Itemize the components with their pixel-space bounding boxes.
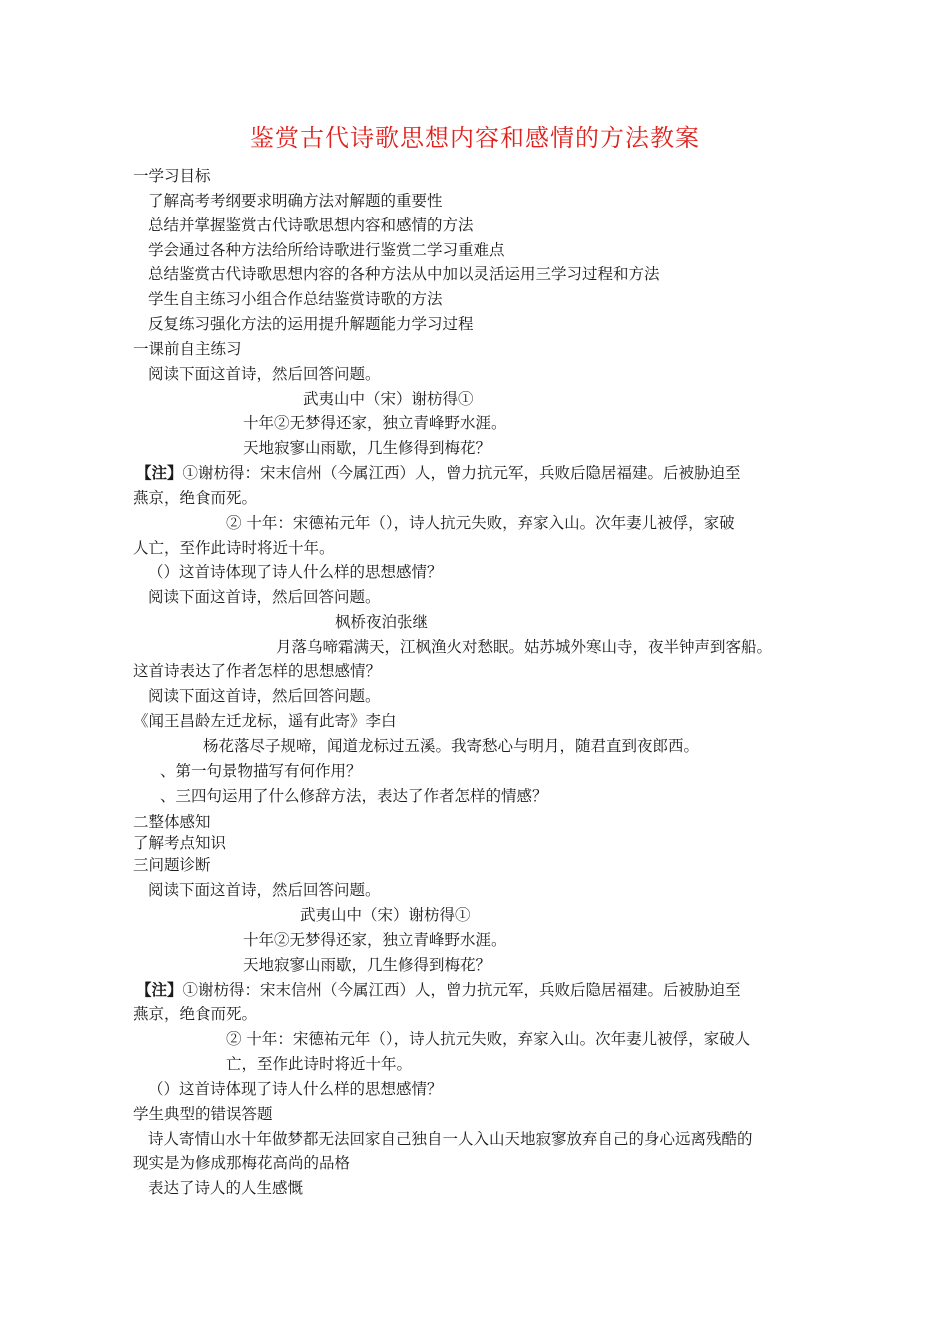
- poem1-note-1: [136, 463, 741, 483]
- poem3-verse-1: 杨花落尽子规啼，闻道龙标过五溪。我寄愁心与明月，随君直到夜郎西。: [203, 737, 700, 755]
- objective-4: 总结鉴赏古代诗歌思想内容的各种方法从中加以灵活运用三学习过程和方法: [148, 265, 660, 283]
- poem2-intro: 阅读下面这首诗，然后回答问题。: [148, 588, 381, 606]
- poem4-intro: 阅读下面这首诗，然后回答问题。: [148, 881, 381, 899]
- error-answer-1-cont: 现实是为修成那梅花高尚的品格: [133, 1154, 351, 1172]
- note-tag: 【注】: [136, 463, 183, 482]
- poem3-question-1: 、第一句景物描写有何作用？: [160, 762, 362, 780]
- poem4-title: 武夷山中（宋）谢枋得①: [300, 906, 471, 924]
- note-text: ①谢枋得：宋末信州（今属江西）人，曾力抗元军，兵败后隐居福建。后被胁迫至: [182, 464, 741, 482]
- error-answer-2: 表达了诗人的人生感慨: [148, 1179, 304, 1197]
- section-heading-preclass: 一课前自主练习: [133, 340, 242, 358]
- poem2-verse-1: 月落乌啼霜满天，江枫渔火对愁眠。姑苏城外寒山寺，夜半钟声到客船。: [276, 638, 773, 656]
- document-title: 鉴赏古代诗歌思想内容和感情的方法教案: [250, 124, 700, 152]
- section-heading-diagnosis: 三问题诊断: [133, 856, 211, 874]
- poem1-note-2-cont: 人亡，至作此诗时将近十年。: [133, 539, 335, 557]
- poem1-note-2: ② 十年：宋德祐元年（），诗人抗元失败，弃家入山。次年妻儿被俘，家破: [226, 514, 735, 532]
- poem4-note-2-cont: 亡，至作此诗时将近十年。: [226, 1055, 413, 1073]
- objective-1: 了解高考考纲要求明确方法对解题的重要性: [148, 192, 443, 210]
- poem1-note-1-cont: 燕京，绝食而死。: [133, 489, 258, 507]
- poem1-question: （）这首诗体现了诗人什么样的思想感情？: [148, 563, 443, 581]
- poem3-question-2: 、三四句运用了什么修辞方法，表达了作者怎样的情感？: [160, 787, 548, 805]
- poem2-title: 枫桥夜泊张继: [335, 613, 429, 631]
- poem3-title: 《闻王昌龄左迁龙标，遥有此寄》李白: [133, 712, 397, 730]
- objective-2: 总结并掌握鉴赏古代诗歌思想内容和感情的方法: [148, 216, 474, 234]
- poem4-verse-1: 十年②无梦得还家，独立青峰野水涯。: [243, 931, 507, 949]
- objective-5: 学生自主练习小组合作总结鉴赏诗歌的方法: [148, 290, 443, 308]
- objective-6: 反复练习强化方法的运用提升解题能力学习过程: [148, 315, 474, 333]
- objective-3: 学会通过各种方法给所给诗歌进行鉴赏二学习重难点: [148, 241, 505, 259]
- poem1-intro: 阅读下面这首诗，然后回答问题。: [148, 365, 381, 383]
- poem4-note-1-cont: 燕京，绝食而死。: [133, 1005, 258, 1023]
- poem1-verse-2: 天地寂寥山雨歇，几生修得到梅花？: [243, 439, 492, 457]
- poem4-note-2: ② 十年：宋德祐元年（），诗人抗元失败，弃家入山。次年妻儿被俘，家破人: [226, 1030, 751, 1048]
- poem1-title: 武夷山中（宋）谢枋得①: [303, 390, 474, 408]
- note-text: ①谢枋得：宋末信州（今属江西）人，曾力抗元军，兵败后隐居福建。后被胁迫至: [182, 981, 741, 999]
- note-tag: 【注】: [136, 980, 183, 999]
- poem1-verse-1: 十年②无梦得还家，独立青峰野水涯。: [243, 414, 507, 432]
- section-heading-overview: 二整体感知: [133, 813, 211, 831]
- section-heading-errors: 学生典型的错误答题: [133, 1105, 273, 1123]
- poem4-verse-2: 天地寂寥山雨歇，几生修得到梅花？: [243, 956, 492, 974]
- overview-line: 了解考点知识: [133, 834, 227, 852]
- error-answer-1: 诗人寄情山水十年做梦都无法回家自己独自一人入山天地寂寥放弃自己的身心远离残酷的: [148, 1130, 753, 1148]
- poem4-question: （）这首诗体现了诗人什么样的思想感情？: [148, 1080, 443, 1098]
- poem3-intro: 阅读下面这首诗，然后回答问题。: [148, 687, 381, 705]
- poem4-note-1: [136, 980, 741, 1000]
- poem2-question: 这首诗表达了作者怎样的思想感情？: [133, 662, 382, 680]
- section-heading-objectives: 一学习目标: [133, 167, 211, 185]
